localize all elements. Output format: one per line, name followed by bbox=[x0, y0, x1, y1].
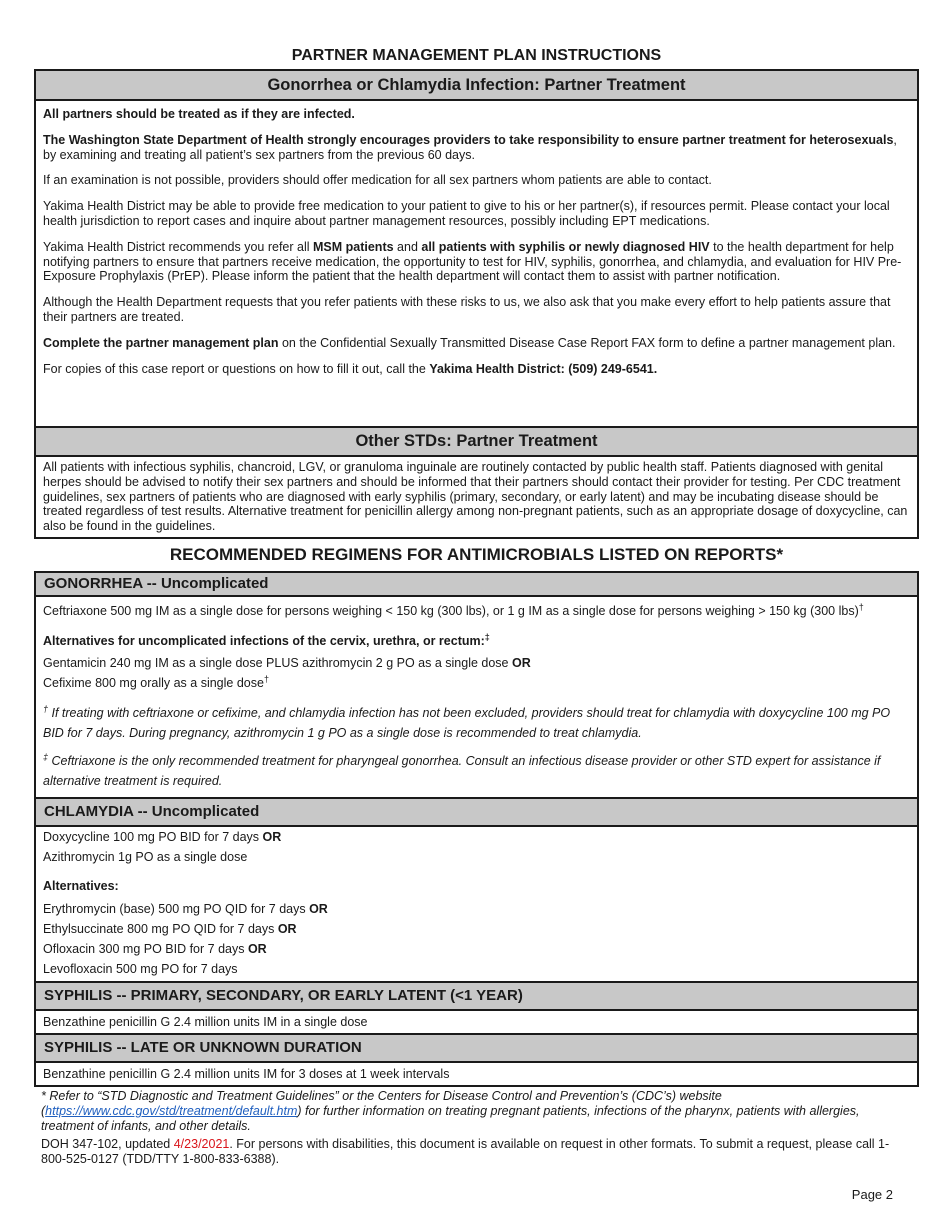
chlamydia-alternative-3: Ofloxacin 300 mg PO BID for 7 days OR bbox=[43, 941, 267, 956]
doh-notice: DOH 347-102, updated 4/23/2021. For persons with disabilities, this document is available on request in other formats. To submit a request, please call 1-800-525-0127 (TDD/TTY 1-800-833-6388). bbox=[41, 1136, 890, 1166]
other-std-body: All patients with infectious syphilis, chancroid, LGV, or granuloma inguinale are routinely contacted by public health staff. Patients diagnosed with genital herpes should be advised to notify their sex partners and should be informed that their partners should contact their provider for testing. Per CDC treatment guidelines, sex partners of patients who are diagnosed with early syphilis (primary, secondary, or early latent) and may be incubating disease should be treated regardless of test results. Alternative treatment for penicillin allergy among non-pregnant patients, such as an appropriate dosage of doxycycline, can also be found in the guidelines. bbox=[43, 460, 908, 534]
dagger-mark: † bbox=[263, 673, 269, 684]
gonorrhea-heading: GONORRHEA -- Uncomplicated bbox=[36, 573, 917, 597]
gonorrhea-footnote-double-dagger: ‡ Ceftriaxone is the only recommended treatment for pharyngeal gonorrhea. Consult an infectious disease provider or other STD expert for assistance if alternative treatment is required. bbox=[43, 751, 881, 788]
gc-paragraph-2: The Washington State Department of Health strongly encourages providers to take responsibility to ensure partner treatment for heterosexuals, by examining and treating all patient’s sex partners from the previous 60 days. bbox=[43, 132, 897, 162]
gonorrhea-alternative-1: Gentamicin 240 mg IM as a single dose PLUS azithromycin 2 g PO as a single dose OR bbox=[43, 655, 531, 670]
chlamydia-heading: CHLAMYDIA -- Uncomplicated bbox=[36, 797, 917, 827]
regimens-table bbox=[34, 571, 919, 1087]
document-page bbox=[34, 0, 919, 1202]
double-dagger-mark: ‡ bbox=[484, 631, 490, 642]
chlamydia-alternatives-heading: Alternatives: bbox=[43, 878, 119, 893]
gc-paragraph-7: Complete the partner management plan on the Confidential Sexually Transmitted Disease Case Report FAX form to define a partner management plan. bbox=[43, 335, 896, 350]
gonorrhea-alternatives-heading: Alternatives for uncomplicated infections of the cervix, urethra, or rectum:‡ bbox=[43, 631, 490, 648]
regimens-title: RECOMMENDED REGIMENS FOR ANTIMICROBIALS LISTED ON REPORTS* bbox=[169, 544, 784, 564]
syphilis-early-body: Benzathine penicillin G 2.4 million units IM in a single dose bbox=[43, 1014, 368, 1029]
gonorrhea-body bbox=[36, 597, 917, 797]
chlamydia-regimen-2: Azithromycin 1g PO as a single dose bbox=[43, 849, 248, 864]
gc-paragraph-4: Yakima Health District may be able to provide free medication to your patient to give to his or her partner(s), if resources permit. Please contact your local health jurisdiction to report cases and inquire about partner management resources, possibly including EPT medications. bbox=[43, 199, 890, 228]
chlamydia-alternative-4: Levofloxacin 500 mg PO for 7 days bbox=[43, 961, 238, 976]
syphilis-early-heading: SYPHILIS -- PRIMARY, SECONDARY, OR EARLY LATENT (<1 YEAR) bbox=[36, 981, 917, 1011]
page-title: PARTNER MANAGEMENT PLAN INSTRUCTIONS bbox=[291, 47, 662, 64]
gonorrhea-footnote-dagger: † If treating with ceftriaxone or cefixime, and chlamydia infection has not been excluded, providers should treat for chlamydia with doxycycline 100 mg PO BID for 7 days. During pregnancy, azithromycin 1 g PO as a single dose is recommended to treat chlamydia. bbox=[43, 703, 891, 740]
chlamydia-body bbox=[36, 827, 917, 979]
dagger-mark: † bbox=[858, 601, 864, 612]
gc-paragraph-6: Although the Health Department requests that you refer patients with these risks to us, we also ask that you make every effort to help patients assure that their partners are treated. bbox=[43, 295, 891, 324]
gc-paragraph-5: Yakima Health District recommends you refer all MSM patients and all patients with syphilis or newly diagnosed HIV to the health department for help notifying partners to ensure that partners receive medication, the opportunity to test for HIV, syphilis, gonorrhea, and chlamydia, and evaluation for HIV Pre-Exposure Prophylaxis (PrEP). Please inform the patient that the health department will contact them to assist with partner notification. bbox=[43, 239, 902, 284]
footer bbox=[34, 1087, 919, 1167]
cdc-guidelines-link[interactable]: https://www.cdc.gov/std/treatment/default.htm bbox=[45, 1103, 298, 1118]
syphilis-late-heading: SYPHILIS -- LATE OR UNKNOWN DURATION bbox=[36, 1033, 917, 1063]
gc-paragraph-3: If an examination is not possible, providers should offer medication for all sex partners whom patients are able to contact. bbox=[43, 173, 712, 188]
chlamydia-alternative-1: Erythromycin (base) 500 mg PO QID for 7 days OR bbox=[43, 901, 328, 916]
chlamydia-regimen-1: Doxycycline 100 mg PO BID for 7 days OR bbox=[43, 829, 282, 844]
other-std-heading: Other STDs: Partner Treatment bbox=[36, 426, 917, 457]
gonorrhea-main-regimen: Ceftriaxone 500 mg IM as a single dose for persons weighing < 150 kg (300 lbs), or 1 g IM as a single dose for persons weighing > 150 kg (300 lbs)† bbox=[43, 601, 864, 618]
gonorrhea-alternative-2: Cefixime 800 mg orally as a single dose† bbox=[43, 673, 269, 690]
page-number: Page 2 bbox=[851, 1187, 893, 1202]
gc-partner-section bbox=[34, 69, 919, 539]
chlamydia-alternative-2: Ethylsuccinate 800 mg PO QID for 7 days OR bbox=[43, 921, 297, 936]
guidelines-reference: * Refer to “STD Diagnostic and Treatment Guidelines” or the Centers for Disease Control and Prevention’s (CDC’s) website (https://www.cdc.gov/std/treatment/default.htm) for further information on treating pregnant patients, infections of the pharynx, patients with allergies, treatment of infants, and other details. bbox=[41, 1088, 860, 1133]
syphilis-late-body: Benzathine penicillin G 2.4 million units IM for 3 doses at 1 week intervals bbox=[43, 1066, 450, 1081]
gc-paragraph-8: For copies of this case report or questions on how to fill it out, call the Yakima Health District: (509) 249-6541. bbox=[43, 361, 658, 376]
gc-paragraph-1: All partners should be treated as if they are infected. bbox=[43, 107, 355, 121]
gc-section-heading: Gonorrhea or Chlamydia Infection: Partner Treatment bbox=[36, 71, 917, 101]
gc-section-body bbox=[36, 101, 917, 426]
updated-date: 4/23/2021 bbox=[173, 1136, 230, 1151]
